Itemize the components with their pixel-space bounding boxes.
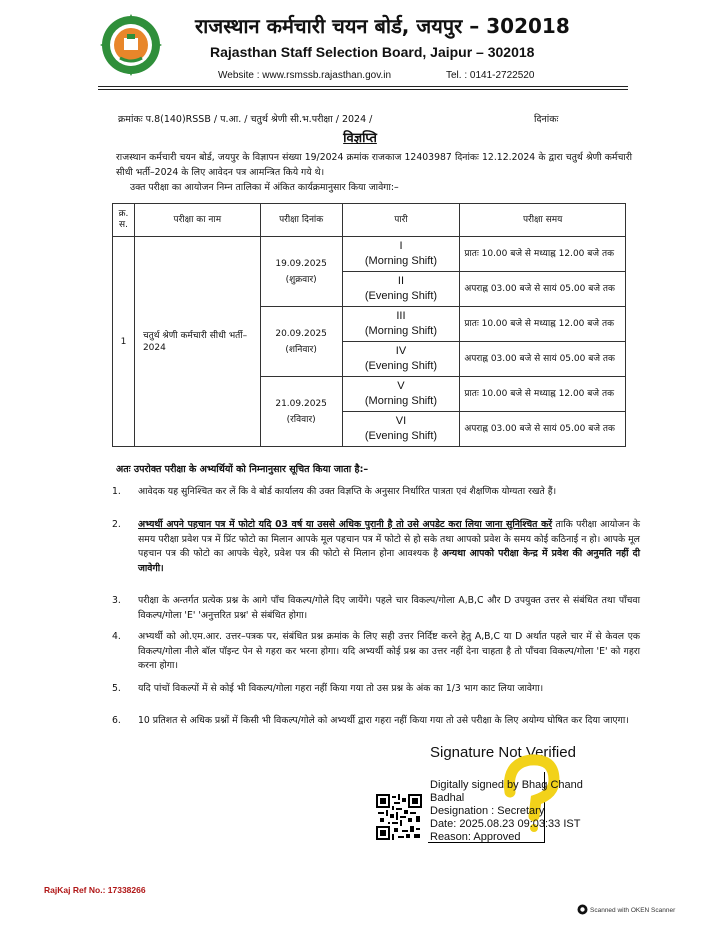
instruction-item-5 bbox=[112, 682, 640, 712]
shift-numeral: III bbox=[396, 310, 406, 322]
shift-name: (Evening Shift) bbox=[364, 290, 438, 302]
header-exam-time: परीक्षा समय bbox=[460, 204, 626, 237]
instruction-text: परीक्षा के अन्तर्गत प्रत्येक प्रश्न के आगे पाँच विकल्प/गोले दिए जायेंगे। पहले चार विकल्प/गोला A,B,C और D उपयुक्त उत्तर से संबंधित तथा पाँचवा विकल्प/गोला 'E' 'अनुत्तरित प्रश्न' से संबंधित होगा। bbox=[138, 595, 640, 621]
signature-status: Signature Not Verified bbox=[430, 744, 576, 761]
cell-date-day2 bbox=[260, 307, 342, 377]
header-website: Website : www.rsmssb.rajasthan.gov.in bbox=[218, 70, 392, 81]
instruction-text: यदि पांचों विकल्पों में से कोई भी विकल्प/गोला गहरा नहीं किया गया तो उस प्रश्न के अंक का 1/3 भाग काट लिया जावेगा। bbox=[138, 683, 544, 694]
rajkaj-reference: RajKaj Ref No.: 17338266 bbox=[44, 885, 146, 895]
cell-time: प्रातः 10.00 बजे से मध्याह्न 12.00 बजे तक bbox=[460, 377, 626, 412]
exam-schedule-table bbox=[112, 203, 626, 447]
cell-shift bbox=[342, 237, 460, 272]
shift-name: (Evening Shift) bbox=[364, 360, 438, 372]
notice-title-text: विज्ञप्ति bbox=[343, 131, 377, 146]
instruction-item-4 bbox=[112, 630, 640, 676]
instruction-number: 6. bbox=[112, 715, 121, 726]
signature-name-cont: Badhal bbox=[430, 792, 465, 804]
notice-title bbox=[0, 128, 720, 146]
reference-number: क्रमांकः प.8(140)RSSB / प.आ. / चतुर्थ श्रेणी सी.भ.परीक्षा / 2024 / bbox=[118, 114, 373, 125]
signature-signed-by: Digitally signed by Bhag Chand bbox=[430, 779, 583, 791]
instruction-text bbox=[138, 518, 640, 576]
cell-exam-name: चतुर्थ श्रेणी कर्मचारी सीधी भर्ती–2024 bbox=[134, 237, 260, 447]
header-serial: क्र. स. bbox=[113, 204, 135, 237]
instruction-bold-text-2: अन्यथा आपको परीक्षा केन्द्र में प्रवेश की अनुमति नहीं दी जावेगी। bbox=[138, 548, 640, 574]
header-title-hindi: राजस्थान कर्मचारी चयन बोर्ड, जयपुर – 302018 bbox=[195, 14, 570, 38]
instructions-heading: अतः उपरोक्त परीक्षा के अभ्यर्थियों को निम्नानुसार सूचित किया जाता है:– bbox=[116, 464, 369, 475]
header-telephone: Tel. : 0141-2722520 bbox=[446, 70, 535, 81]
instruction-item-6 bbox=[112, 714, 640, 744]
header-divider-2 bbox=[98, 89, 628, 90]
instruction-item-2 bbox=[112, 518, 640, 592]
cell-shift bbox=[342, 307, 460, 342]
cell-time: अपराह्न 03.00 बजे से सायं 05.00 बजे तक bbox=[460, 342, 626, 377]
date-value: 21.09.2025 bbox=[275, 398, 327, 409]
shift-numeral: I bbox=[399, 240, 403, 252]
shift-name: (Morning Shift) bbox=[364, 325, 438, 337]
header-shift: पारी bbox=[342, 204, 460, 237]
date-value: 20.09.2025 bbox=[275, 328, 327, 339]
instruction-number: 4. bbox=[112, 631, 121, 642]
shift-numeral: V bbox=[397, 380, 405, 392]
instruction-number: 2. bbox=[112, 519, 121, 530]
instruction-number: 5. bbox=[112, 683, 121, 694]
shift-name: (Evening Shift) bbox=[364, 430, 438, 442]
signature-reason: Reason: Approved bbox=[430, 831, 521, 843]
shift-numeral: IV bbox=[395, 345, 407, 357]
shift-name: (Morning Shift) bbox=[364, 395, 438, 407]
cell-shift bbox=[342, 412, 460, 447]
instruction-body-text: ताकि परीक्षा आयोजन के समय परीक्षा प्रवेश पत्र में प्रिंट फोटो का मिलान आपके मूल पहचान पत्र में फोटो से हो सके तथा आपको प्रवेश के समय कोई कठिनाई न हो। आपके मूल पहचान पत्र की फोटो का आपके चेहरे, प्रवेश पत्र की फोटो से मिलान होना आवश्यक है bbox=[138, 519, 640, 559]
cell-date-day1 bbox=[260, 237, 342, 307]
cell-time: प्रातः 10.00 बजे से मध्याह्न 12.00 बजे तक bbox=[460, 307, 626, 342]
shift-name: (Morning Shift) bbox=[364, 255, 438, 267]
shift-numeral: VI bbox=[395, 415, 407, 427]
cell-date-day3 bbox=[260, 377, 342, 447]
header-divider bbox=[98, 86, 628, 87]
instruction-text: 10 प्रतिशत से अधिक प्रश्नों में किसी भी विकल्प/गोले को अभ्यर्थी द्वारा गहरा नहीं किया गया तो उसे परीक्षा के लिए अयोग्य घोषित कर दिया जाएगा। bbox=[138, 715, 629, 726]
cell-time: अपराह्न 03.00 बजे से सायं 05.00 बजे तक bbox=[460, 272, 626, 307]
instruction-text: आवेदक यह सुनिश्चित कर लें कि वे बोर्ड कार्यालय की उक्त विज्ञप्ति के अनुसार निर्धारित पात्रता एवं शैक्षणिक योग्यता रखते हैं। bbox=[138, 486, 557, 497]
cell-shift bbox=[342, 377, 460, 412]
cell-shift bbox=[342, 342, 460, 377]
scanner-watermark: Scanned with OKEN Scanner bbox=[590, 907, 676, 914]
instruction-bold-text: अभ्यर्थी अपने पहचान पत्र में फोटो यदि 03 वर्ष या उससे अधिक पुरानी है तो उसे अपडेट करा लिया जाना सुनिश्चित करें bbox=[138, 519, 553, 530]
date-label: दिनांकः bbox=[534, 114, 559, 125]
qr-code-icon bbox=[376, 794, 422, 840]
weekday-value: (शनिवार) bbox=[285, 344, 317, 355]
shift-numeral: II bbox=[397, 275, 405, 287]
scanner-logo-icon bbox=[577, 904, 588, 915]
header-title-english: Rajasthan Staff Selection Board, Jaipur – 302018 bbox=[210, 44, 535, 60]
intro-text: राजस्थान कर्मचारी चयन बोर्ड, जयपुर के विज्ञापन संख्या 19/2024 क्रमांक राजकाज 12403987 दिनांकः 12.12.2024 के द्वारा चतुर्थ श्रेणी कर्मचारी सीधी भर्ती–2024 के लिए आवेदन पत्र आमन्त्रित किये गये थे। bbox=[116, 152, 632, 178]
cell-serial: 1 bbox=[113, 237, 135, 447]
date-value: 19.09.2025 bbox=[275, 258, 327, 269]
weekday-value: (शुक्रवार) bbox=[285, 274, 317, 285]
signature-designation: Designation : Secretary bbox=[430, 805, 545, 817]
table-row bbox=[113, 237, 626, 272]
instruction-item-3 bbox=[112, 594, 640, 624]
cell-time: प्रातः 10.00 बजे से मध्याह्न 12.00 बजे तक bbox=[460, 237, 626, 272]
header-exam-name: परीक्षा का नाम bbox=[134, 204, 260, 237]
cell-shift bbox=[342, 272, 460, 307]
cell-time: अपराह्न 03.00 बजे से सायं 05.00 बजे तक bbox=[460, 412, 626, 447]
table-header-row bbox=[113, 204, 626, 237]
intro-paragraph bbox=[116, 151, 632, 180]
signature-date: Date: 2025.08.23 09:03:33 IST bbox=[430, 818, 581, 830]
header-exam-date: परीक्षा दिनांक bbox=[260, 204, 342, 237]
instruction-text: अभ्यर्थी को ओ.एम.आर. उत्तर–पत्रक पर, संबंधित प्रश्न क्रमांक के लिए सही उत्तर निर्दिष्ट करने हेतु A,B,C या D अर्थात पहले चार में से केवल एक विकल्प/गोला नीले बॉल पॉइन्ट पेन से गहरा कर भरना होगा। यदि अभ्यर्थी कोई प्रश्न का उत्तर नहीं देना चाहता है तो पाँचवा विकल्प/गोला 'E' को गहरा करना होगा। bbox=[138, 631, 640, 671]
instruction-number: 1. bbox=[112, 486, 121, 497]
instruction-item-1 bbox=[112, 485, 640, 515]
instruction-number: 3. bbox=[112, 595, 121, 606]
weekday-value: (रविवार) bbox=[286, 414, 316, 425]
intro-paragraph-2: उक्त परीक्षा का आयोजन निम्न तालिका में अंकित कार्यक्रमानुसार किया जावेगा:– bbox=[130, 182, 399, 193]
rssb-emblem-icon bbox=[100, 14, 162, 76]
